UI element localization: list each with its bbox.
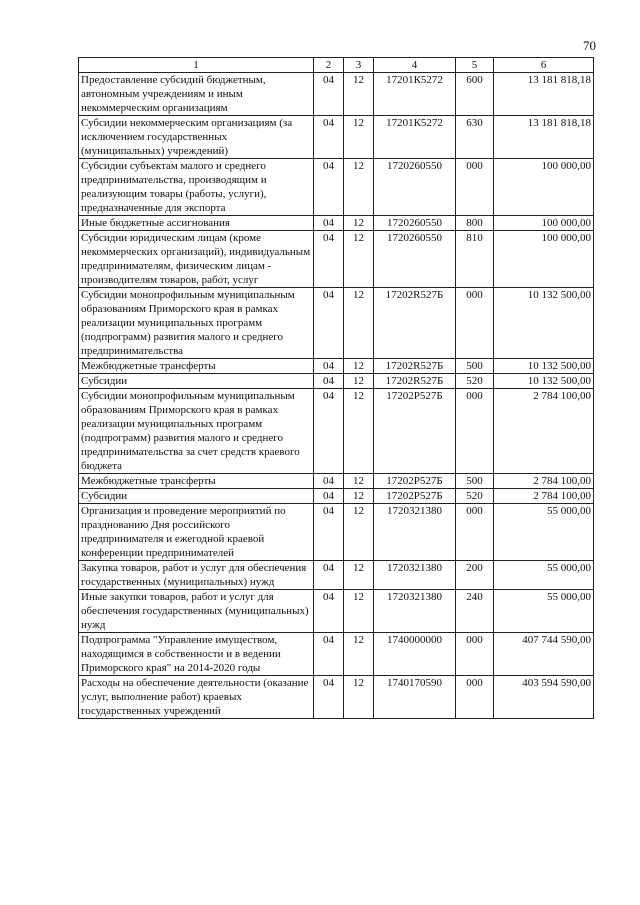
row-expense-type: 520 <box>456 489 494 504</box>
row-expense-type: 500 <box>456 359 494 374</box>
row-expense-type: 800 <box>456 216 494 231</box>
row-target-code: 1720321380 <box>374 561 456 590</box>
row-subsection: 12 <box>344 633 374 676</box>
table-row <box>79 216 594 231</box>
row-section: 04 <box>314 359 344 374</box>
row-subsection: 12 <box>344 474 374 489</box>
row-name: Субсидии юридическим лицам (кроме некоммерческих организаций), индивидуальным предпринимателям, физическим лицам - производителям товаров, работ, услуг <box>79 231 314 288</box>
row-expense-type: 000 <box>456 633 494 676</box>
row-amount: 2 784 100,00 <box>494 489 594 504</box>
row-target-code: 17201К5272 <box>374 73 456 116</box>
row-section: 04 <box>314 159 344 216</box>
row-expense-type: 810 <box>456 231 494 288</box>
column-header: 1 <box>79 58 314 73</box>
header-row <box>79 58 594 73</box>
row-section: 04 <box>314 474 344 489</box>
table-row <box>79 159 594 216</box>
row-section: 04 <box>314 73 344 116</box>
column-header: 5 <box>456 58 494 73</box>
table-row <box>79 633 594 676</box>
row-subsection: 12 <box>344 231 374 288</box>
row-target-code: 17201К5272 <box>374 116 456 159</box>
row-expense-type: 000 <box>456 159 494 216</box>
row-amount: 10 132 500,00 <box>494 374 594 389</box>
row-name: Субсидии некоммерческим организациям (за исключением государственных (муниципальных) учреждений) <box>79 116 314 159</box>
row-section: 04 <box>314 633 344 676</box>
row-section: 04 <box>314 504 344 561</box>
row-name: Межбюджетные трансферты <box>79 474 314 489</box>
row-name: Подпрограмма "Управление имуществом, находящимся в собственности и в ведении Приморского края" на 2014-2020 годы <box>79 633 314 676</box>
row-subsection: 12 <box>344 288 374 359</box>
row-section: 04 <box>314 489 344 504</box>
row-name: Предоставление субсидий бюджетным, автономным учреждениям и иным некоммерческим организациям <box>79 73 314 116</box>
row-subsection: 12 <box>344 389 374 474</box>
row-name: Субсидии <box>79 489 314 504</box>
table-row <box>79 73 594 116</box>
row-subsection: 12 <box>344 374 374 389</box>
row-subsection: 12 <box>344 676 374 719</box>
table-row <box>79 389 594 474</box>
row-expense-type: 000 <box>456 288 494 359</box>
row-section: 04 <box>314 116 344 159</box>
table-row <box>79 489 594 504</box>
row-subsection: 12 <box>344 561 374 590</box>
row-expense-type: 000 <box>456 389 494 474</box>
row-target-code: 1720321380 <box>374 590 456 633</box>
row-section: 04 <box>314 374 344 389</box>
row-name: Иные бюджетные ассигнования <box>79 216 314 231</box>
row-expense-type: 630 <box>456 116 494 159</box>
row-amount: 13 181 818,18 <box>494 73 594 116</box>
column-header: 6 <box>494 58 594 73</box>
row-target-code: 1740170590 <box>374 676 456 719</box>
row-section: 04 <box>314 389 344 474</box>
row-subsection: 12 <box>344 489 374 504</box>
column-header: 3 <box>344 58 374 73</box>
row-expense-type: 000 <box>456 504 494 561</box>
row-name: Межбюджетные трансферты <box>79 359 314 374</box>
row-amount: 100 000,00 <box>494 216 594 231</box>
row-expense-type: 240 <box>456 590 494 633</box>
row-expense-type: 520 <box>456 374 494 389</box>
row-expense-type: 000 <box>456 676 494 719</box>
row-amount: 100 000,00 <box>494 159 594 216</box>
row-target-code: 17202R527Б <box>374 374 456 389</box>
row-subsection: 12 <box>344 504 374 561</box>
row-subsection: 12 <box>344 359 374 374</box>
row-target-code: 1720260550 <box>374 216 456 231</box>
row-name: Субсидии <box>79 374 314 389</box>
table-row <box>79 504 594 561</box>
row-name: Субсидии монопрофильным муниципальным образованиям Приморского края в рамках реализации муниципальных программ (подпрограмм) развития малого и среднего предпринимательства за счет средств краевого бюджета <box>79 389 314 474</box>
row-name: Субсидии монопрофильным муниципальным образованиям Приморского края в рамках реализации муниципальных программ (подпрограмм) развития малого и среднего предпринимательства <box>79 288 314 359</box>
row-amount: 10 132 500,00 <box>494 288 594 359</box>
row-amount: 10 132 500,00 <box>494 359 594 374</box>
row-section: 04 <box>314 676 344 719</box>
table-row <box>79 676 594 719</box>
row-name: Организация и проведение мероприятий по празднованию Дня российского предпринимателя и ежегодной краевой конференции предпринимателей <box>79 504 314 561</box>
row-amount: 2 784 100,00 <box>494 389 594 474</box>
row-subsection: 12 <box>344 159 374 216</box>
row-amount: 2 784 100,00 <box>494 474 594 489</box>
column-header: 4 <box>374 58 456 73</box>
column-header: 2 <box>314 58 344 73</box>
row-section: 04 <box>314 231 344 288</box>
row-name: Иные закупки товаров, работ и услуг для обеспечения государственных (муниципальных) нужд <box>79 590 314 633</box>
row-subsection: 12 <box>344 116 374 159</box>
row-amount: 55 000,00 <box>494 504 594 561</box>
row-target-code: 1720260550 <box>374 159 456 216</box>
row-section: 04 <box>314 590 344 633</box>
row-subsection: 12 <box>344 590 374 633</box>
row-target-code: 17202R527Б <box>374 359 456 374</box>
table-row <box>79 561 594 590</box>
row-target-code: 1740000000 <box>374 633 456 676</box>
row-section: 04 <box>314 216 344 231</box>
table-row <box>79 116 594 159</box>
row-expense-type: 200 <box>456 561 494 590</box>
row-amount: 55 000,00 <box>494 590 594 633</box>
row-expense-type: 600 <box>456 73 494 116</box>
row-target-code: 17202R527Б <box>374 288 456 359</box>
table-row <box>79 231 594 288</box>
row-target-code: 1720321380 <box>374 504 456 561</box>
table-row <box>79 359 594 374</box>
row-section: 04 <box>314 561 344 590</box>
table-row <box>79 288 594 359</box>
row-target-code: 17202Р527Б <box>374 389 456 474</box>
row-name: Субсидии субъектам малого и среднего предпринимательства, производящим и реализующим товары (работы, услуги), предназначенные для экспорта <box>79 159 314 216</box>
table-row <box>79 374 594 389</box>
row-amount: 100 000,00 <box>494 231 594 288</box>
page-number: 70 <box>583 38 596 53</box>
budget-table <box>78 57 594 719</box>
row-name: Расходы на обеспечение деятельности (оказание услуг, выполнение работ) краевых государственных учреждений <box>79 676 314 719</box>
row-amount: 13 181 818,18 <box>494 116 594 159</box>
row-amount: 403 594 590,00 <box>494 676 594 719</box>
table-row <box>79 590 594 633</box>
row-amount: 55 000,00 <box>494 561 594 590</box>
row-expense-type: 500 <box>456 474 494 489</box>
row-section: 04 <box>314 288 344 359</box>
row-name: Закупка товаров, работ и услуг для обеспечения государственных (муниципальных) нужд <box>79 561 314 590</box>
row-target-code: 1720260550 <box>374 231 456 288</box>
row-target-code: 17202Р527Б <box>374 489 456 504</box>
row-subsection: 12 <box>344 216 374 231</box>
row-subsection: 12 <box>344 73 374 116</box>
row-target-code: 17202Р527Б <box>374 474 456 489</box>
row-amount: 407 744 590,00 <box>494 633 594 676</box>
table-row <box>79 474 594 489</box>
